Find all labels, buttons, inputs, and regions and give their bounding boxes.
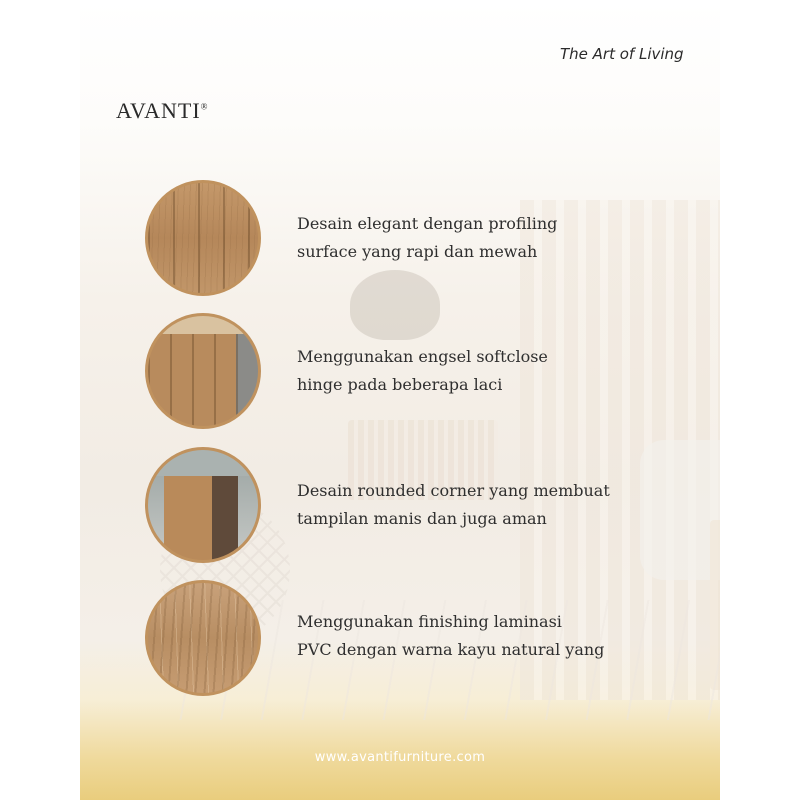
feature-line: Menggunakan engsel softclose xyxy=(297,347,548,366)
rounded-corner-swatch-icon xyxy=(145,447,261,563)
feature-text xyxy=(297,210,677,266)
registered-mark: ® xyxy=(200,101,209,112)
drawer-hinge-swatch-icon xyxy=(145,313,261,429)
feature-line: Desain elegant dengan profiling xyxy=(297,214,558,233)
brand-name: AVANTI xyxy=(116,98,201,123)
wood-plank-swatch-icon xyxy=(145,180,261,296)
feature-line: tampilan manis dan juga aman xyxy=(297,509,547,528)
feature-item xyxy=(0,580,800,700)
feature-line: surface yang rapi dan mewah xyxy=(297,242,538,261)
feature-line: Menggunakan finishing laminasi xyxy=(297,612,562,631)
feature-line: hinge pada beberapa laci xyxy=(297,375,503,394)
feature-text xyxy=(297,343,677,399)
feature-item xyxy=(0,180,800,300)
website-link[interactable]: www.avantifurniture.com xyxy=(314,750,486,765)
feature-text xyxy=(297,477,677,533)
wood-grain-swatch-icon xyxy=(145,580,261,696)
feature-line: Desain rounded corner yang membuat xyxy=(297,481,610,500)
feature-item xyxy=(0,313,800,433)
feature-item xyxy=(0,447,800,567)
feature-line: PVC dengan warna kayu natural yang xyxy=(297,640,605,659)
feature-text xyxy=(297,608,677,664)
brand-logo xyxy=(116,98,209,124)
tagline: The Art of Living xyxy=(560,45,684,63)
